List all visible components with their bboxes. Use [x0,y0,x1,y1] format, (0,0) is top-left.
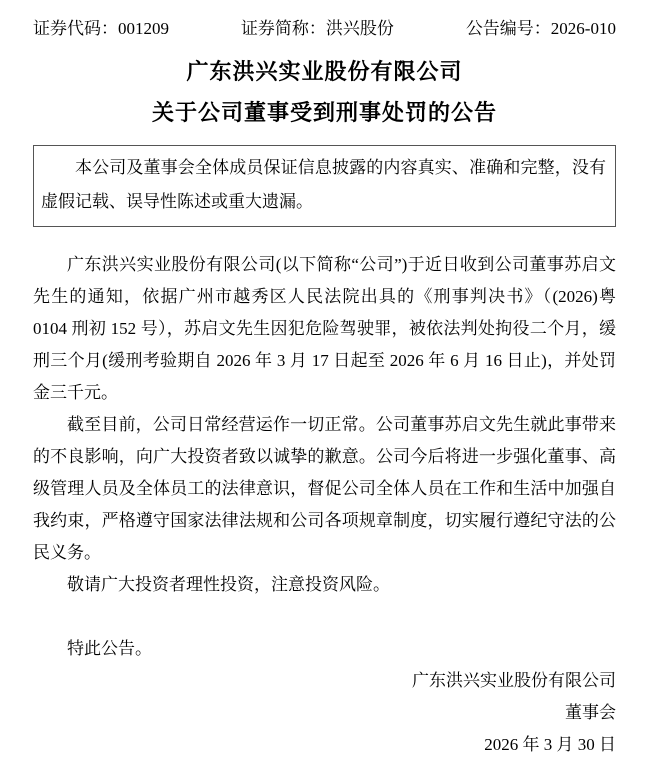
company-name-title: 广东洪兴实业股份有限公司 [186,59,463,84]
announcement-title: 关于公司董事受到刑事处罚的公告 [151,100,497,125]
signature-date: 2026 年 3 月 30 日 [484,735,616,754]
document-header [33,18,616,40]
stock-code: 证券代码：001209 [33,19,169,38]
paragraph-company-statement: 截至目前，公司日常经营运作一切正常。公司董事苏启文先生就此事带来的不良影响，向广大投资者致以诚挚的歉意。公司今后将进一步强化董事、高级管理人员及全体员工的法律意识，督促公司全体人员在工作和生活中加强自我约束，严格遵守国家法律法规和公司各项规章制度，切实履行遵纪守法的公民义务。 [33,415,616,562]
signature-board: 董事会 [565,703,616,722]
signature-block [33,665,616,761]
announcement-number: 公告编号：2026-010 [465,19,616,38]
disclaimer-text: 本公司及董事会全体成员保证信息披露的内容真实、准确和完整，没有虚假记载、误导性陈述或重大遗漏。 [41,158,606,211]
stock-short-name: 证券简称：洪兴股份 [240,19,394,38]
paragraph-risk-notice: 敬请广大投资者理性投资，注意投资风险。 [67,575,390,594]
disclaimer-box [33,145,616,227]
closing-statement: 特此公告。 [67,639,152,658]
signature-company: 广东洪兴实业股份有限公司 [412,671,616,690]
paragraph-judgment-details: 广东洪兴实业股份有限公司(以下简称“公司”)于近日收到公司董事苏启文先生的通知，依据广州市越秀区人民法院出具的《刑事判决书》（(2026)粤 0104 刑初 152 号），苏启文先生因犯危险驾驶罪，被依法判处拘役二个月，缓刑三个月(缓刑考验期自 2026 年 3 月 17 日起至 2026 年 6 月 16 日止)，并处罚金三千元。 [33,255,616,402]
